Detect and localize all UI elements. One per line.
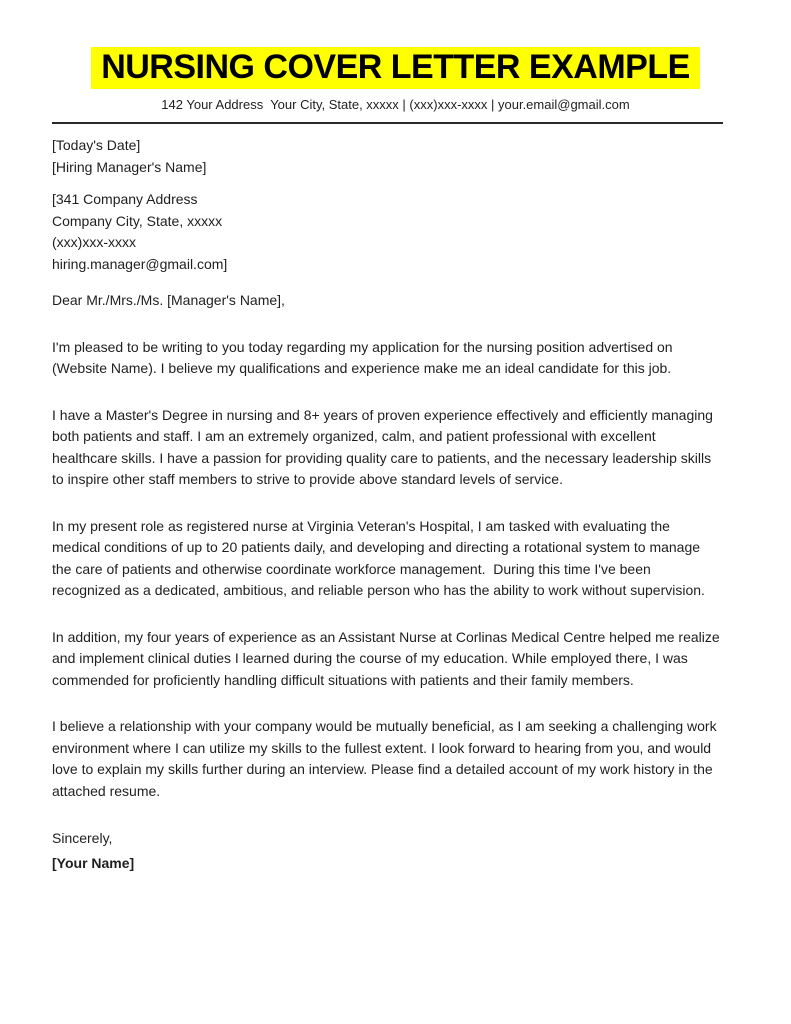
date-manager-block xyxy=(52,135,720,178)
hiring-manager-line: [Hiring Manager's Name] xyxy=(52,158,207,175)
paragraph-closing-pitch: I believe a relationship with your company would be mutually beneficial, as I am seeking a challenging work environment where I can utilize my skills to the fullest extent. I look forward to hearing from you, and would love to explain my skills further during an interview. Please find a detailed account of my work history in the attached resume. xyxy=(52,718,721,799)
company-address-block xyxy=(52,189,720,275)
company-email-line: hiring.manager@gmail.com] xyxy=(52,255,228,272)
page-title: NURSING COVER LETTER EXAMPLE xyxy=(91,47,700,89)
letter-body xyxy=(52,135,724,875)
letter-header xyxy=(0,0,791,112)
paragraph-current-role: In my present role as registered nurse at Virginia Veteran's Hospital, I am tasked with evaluating the medical conditions of up to 20 patients daily, and developing and directing a rotational system to manage the care of patients and otherwise coordinate workforce management. During this time I've been recognized as a dedicated, ambitious, and reliable person who has the ability to work without supervision. xyxy=(52,517,705,598)
company-city-line: Company City, State, xxxxx xyxy=(52,212,223,229)
salutation: Dear Mr./Mrs./Ms. [Manager's Name], xyxy=(52,292,285,308)
paragraph-prior-experience: In addition, my four years of experience as an Assistant Nurse at Corlinas Medical Centre helped me realize and implement clinical duties I learned during the course of my education. While employed there, I was commended for proficiently handling difficult situations with patients and their family members. xyxy=(52,628,724,688)
paragraph-qualifications: I have a Master's Degree in nursing and 8+ years of proven experience effectively and efficiently managing both patients and staff. I am an extremely organized, calm, and patient professional with excellent healthcare skills. I have a passion for providing quality care to patients, and the necessary leadership skills to inspire other staff members to strive to provide above standard levels of service. xyxy=(52,406,717,487)
header-divider xyxy=(52,122,723,124)
contact-info-line: 142 Your Address Your City, State, xxxxx | (xxx)xxx-xxxx | your.email@gmail.com xyxy=(161,97,630,112)
company-phone-line: (xxx)xxx-xxxx xyxy=(52,234,136,250)
date-line: [Today's Date] xyxy=(52,137,141,153)
closing-salutation: Sincerely, xyxy=(52,830,113,846)
signature-name: [Your Name] xyxy=(52,855,135,871)
company-address-line: [341 Company Address xyxy=(52,191,198,207)
paragraph-intro: I'm pleased to be writing to you today regarding my application for the nursing position advertised on (Website Name). I believe my qualifications and experience make me an ideal candidate for this job. xyxy=(52,338,677,376)
